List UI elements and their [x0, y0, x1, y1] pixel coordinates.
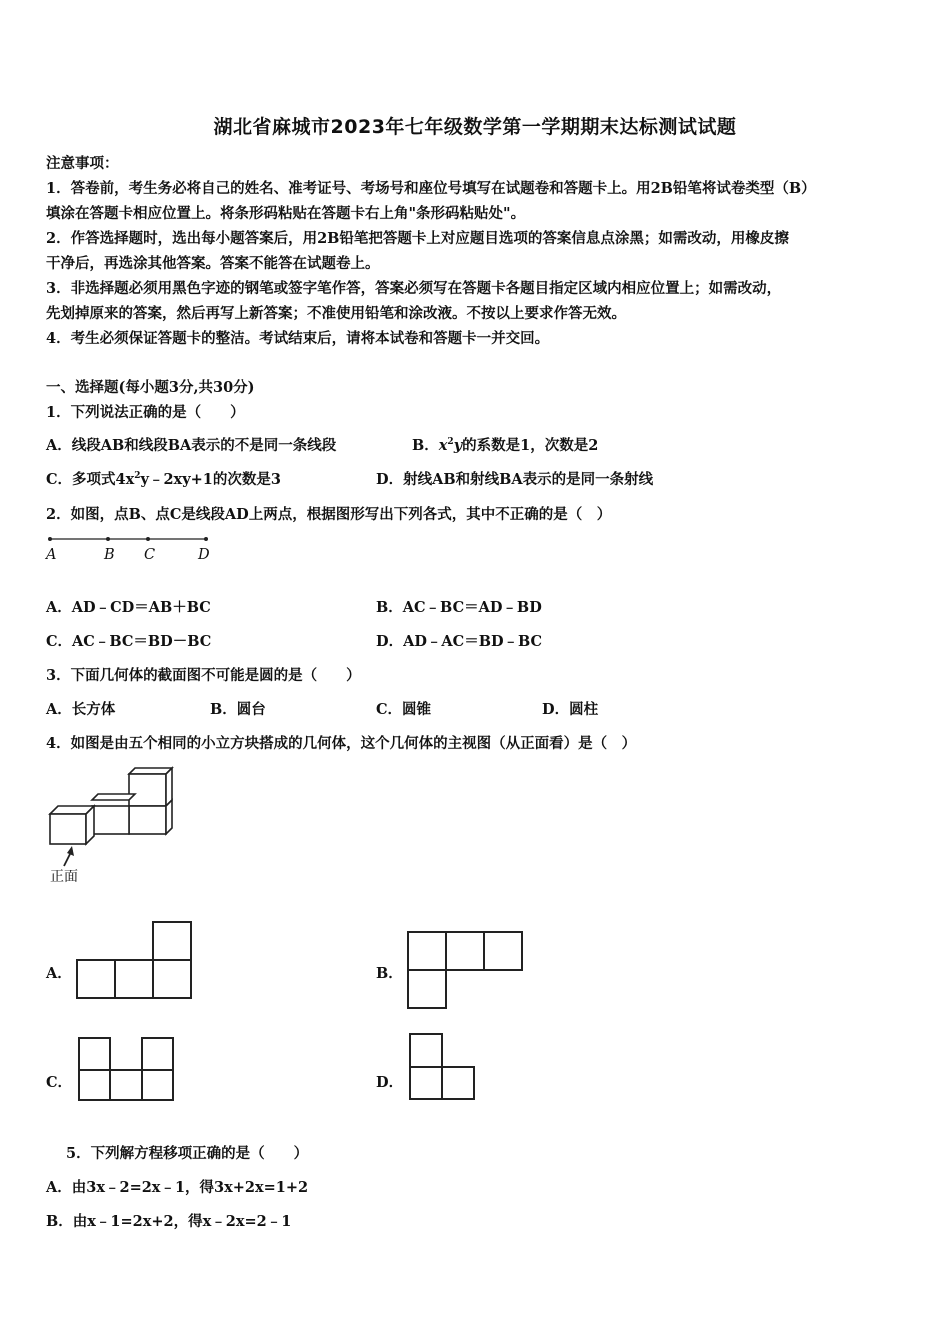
q4-option-d: D． [376, 1074, 404, 1091]
question-3-stem: 3．下面几何体的截面图不可能是圆的是（ ） [46, 667, 361, 684]
q3-option-a: A．长方体 [46, 701, 116, 718]
q4-option-b: B． [376, 965, 403, 982]
q1-option-c-rest: y﹣2xy+1的次数是3 [140, 471, 281, 488]
q1-option-b [412, 434, 598, 455]
q1-option-b-exponent: 2 [447, 437, 454, 448]
q4-cube-figure [46, 768, 186, 868]
q1-option-c-prefix: C．多项式4x [46, 471, 135, 488]
notes-line: 2．作答选择题时，选出每小题答案后，用2B铅笔把答题卡上对应题目选项的答案信息点涂黑；如需改动，用橡皮擦 [46, 230, 789, 247]
notes-line: 3．非选择题必须用黑色字迹的钢笔或签字笔作答，答案必须写在答题卡各题目指定区域内相应位置上；如需改动， [46, 280, 782, 297]
q1-option-a: A．线段AB和线段BA表示的不是同一条线段 [46, 437, 337, 454]
q4-option-d-figure [409, 1033, 489, 1103]
q1-option-b-var-y: y [453, 437, 463, 454]
notes-line: 干净后，再选涂其他答案。答案不能答在试题卷上。 [46, 255, 380, 272]
q1-option-c [46, 468, 281, 489]
front-view-label: 正面 [50, 869, 78, 885]
q4-option-b-figure [407, 931, 527, 1011]
question-5-stem: 5．下列解方程移项正确的是（ ） [66, 1145, 309, 1162]
point-a-dot [48, 537, 52, 541]
q2-option-a: A．AD﹣CD＝AB＋BC [46, 599, 211, 616]
question-2-stem: 2．如图，点B、点C是线段AD上两点，根据图形写出下列各式，其中不正确的是（ ） [46, 506, 612, 523]
question-4-stem: 4．如图是由五个相同的小立方块搭成的几何体，这个几何体的主视图（从正面看）是（ ） [46, 735, 637, 752]
q4-option-a: A． [46, 965, 72, 982]
q3-option-d: D．圆柱 [542, 701, 599, 718]
notes-line: 1．答卷前，考生务必将自己的姓名、准考证号、考场号和座位号填写在试题卷和答题卡上。用2B铅笔将试卷类型（B） [46, 180, 816, 197]
q1-option-c-exponent: 2 [134, 471, 141, 482]
question-1-stem: 1．下列说法正确的是（ ） [46, 404, 245, 421]
q5-option-a: A．由3x﹣2=2x﹣1，得3x+2x=1+2 [46, 1179, 309, 1196]
point-label-c: C [144, 547, 156, 563]
q3-option-c: C．圆锥 [376, 701, 432, 718]
q1-option-d: D．射线AB和射线BA表示的是同一条射线 [376, 471, 654, 488]
point-label-a: A [46, 547, 57, 563]
q2-option-b: B．AC﹣BC＝AD﹣BD [376, 599, 542, 616]
front-arrow-head [67, 846, 74, 856]
q2-option-c: C．AC﹣BC＝BD－BC [46, 633, 212, 650]
point-label-d: D [198, 547, 210, 563]
notes-line: 先划掉原来的答案，然后再写上新答案；不准使用铅笔和涂改液。不按以上要求作答无效。 [46, 305, 626, 322]
page-title: 湖北省麻城市2023年七年级数学第一学期期末达标测试试题 [213, 116, 737, 138]
notes-heading: 注意事项： [46, 155, 119, 172]
q2-option-d: D．AD﹣AC＝BD﹣BC [376, 633, 543, 650]
q3-option-b: B．圆台 [210, 701, 266, 718]
section-heading: 一、选择题(每小题3分,共30分) [46, 379, 255, 396]
notes-line: 填涂在答题卡相应位置上。将条形码粘贴在答题卡右上角"条形码粘贴处"。 [46, 205, 526, 222]
q1-option-b-prefix: B． [412, 437, 439, 454]
point-b-dot [106, 537, 110, 541]
q4-option-c: C． [46, 1074, 73, 1091]
q5-option-b: B．由x﹣1=2x+2，得x﹣2x=2﹣1 [46, 1213, 292, 1230]
q2-segment-figure [44, 533, 214, 563]
point-d-dot [204, 537, 208, 541]
q4-option-c-figure [78, 1037, 178, 1107]
point-c-dot [146, 537, 150, 541]
point-label-b: B [104, 547, 115, 563]
q1-option-b-rest: 的系数是1，次数是2 [462, 437, 599, 454]
q1-option-b-var-x: x [438, 437, 448, 454]
notes-line: 4．考生必须保证答题卡的整洁。考试结束后，请将本试卷和答题卡一并交回。 [46, 330, 550, 347]
q4-option-a-figure [76, 922, 196, 1002]
